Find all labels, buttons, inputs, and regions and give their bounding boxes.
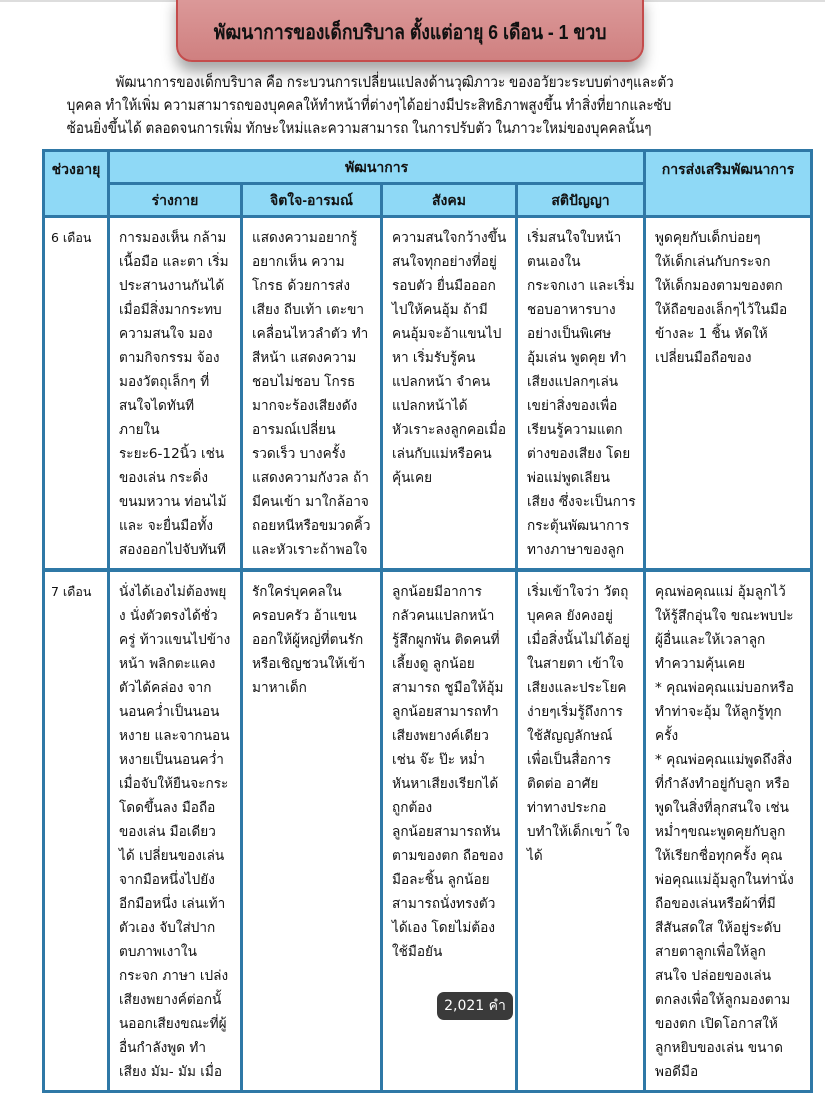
cell-age: 6 เดือน (44, 217, 109, 571)
development-table (42, 149, 813, 1093)
cell-physical: นั่งได้เองไม่ต้องพยุ ง นั่งตัวตรงได้ชั่ว ครู่ ท้าวแขนไปข้าง หน้า พลิกตะแคง ตัวได้คล่อง จาก นอนคว่ำเป็นนอน หงาย และจากนอน หงายเป็นนอนคว่ำ เมื่อจับให้ยืนจะกระ โดดขึ้นลง มือถือ ของเล่น มือเดียว ได้ เปลี่ยนของเล่น จากมือหนึ่งไปยัง อีกมือหนึ่ง เล่นเท้า ตัวเอง จับใส่ปาก ตบภาพเงาใน กระจก ภาษา เปล่ง เสียงพยางค์ต่อกนั้ นออกเสียงขณะที่ผู้ อื่นกำลังพูด ทำ เสียง มัม- มัม เมื่อ (109, 570, 242, 1092)
cell-promotion: คุณพ่อคุณแม่ อุ้มลูกไว้ ให้รู้สึกอุ่นใจ ขณะพบปะ ผู้อื่นและให้เวลาลูก ทำความคุ้นเคย * คุณพ่อคุณแม่บอกหรือ ทำท่าจะอุ้ม ให้ลูกรู้ทุก ครั้ง * คุณพ่อคุณแม่พูดถึงสิ่ง ที่กำลังทำอยู่กับลูก หรือ พูดในสิ่งที่ลุกสนใจ เช่น หม่ำๆขณะพูดคุยกับลูก ให้เรียกชื่อทุกครั้ง คุณ พ่อคุณแม่อุ้มลูกในท่านั่ง ถือของเล่นหรือผ้าที่มี สีสันสดใส ให้อยู่ระดับ สายตาลูกเพื่อให้ลูก สนใจ ปล่อยของเล่น ตกลงเพื่อให้ลูกมองตาม ของตก เปิดโอกาสให้ ลูกหยิบของเล่น ขนาด พอดีมือ (645, 570, 812, 1092)
word-count-badge[interactable]: 2,021 คำ (437, 992, 513, 1020)
header-intellect: สติปัญญา (517, 184, 645, 217)
header-promotion: การส่งเสริมพัฒนาการ (645, 151, 812, 217)
header-physical: ร่างกาย (109, 184, 242, 217)
intro-paragraph (48, 72, 808, 144)
header-social: สังคม (382, 184, 517, 217)
cell-age: 7 เดือน (44, 570, 109, 1092)
cell-social: ลูกน้อยมีอาการ กลัวคนแปลกหน้า รู้สึกผูกพัน ติดคนที่ เลี้ยงดู ลูกน้อย สามารถ ชูมือให้อุ้ม ลูกน้อยสามารถทำ เสียงพยางค์เดียว เช่น จ๊ะ ป๊ะ หม่ำ หันหาเสียงเรียกได้ ถูกต้อง ลูกน้อยสามารถหัน ตามของตก ถือของ มือละชิ้น ลูกน้อย สามารถนั่งทรงตัว ได้เอง โดยไม่ต้อง ใช้มือยัน (382, 570, 517, 1092)
cell-promotion: พูดคุยกับเด็กบ่อยๆ ให้เด็กเล่นกับกระจก ให้เด็กมองตามของตก ให้ถือของเล็กๆไว้ในมือ ข้างละ 1 ชิ้น หัดให้ เปลี่ยนมือถือของ (645, 217, 812, 571)
page-title: พัฒนาการของเด็กบริบาล ตั้งแต่อายุ 6 เดือน - 1 ขวบ (213, 22, 607, 44)
table-row (44, 570, 812, 1092)
header-development: พัฒนาการ (109, 151, 645, 184)
cell-intellect: เริ่มสนใจใบหน้า ตนเองใน กระจกเงา และเริ่ม ชอบอาหารบาง อย่างเป็นพิเศษ อุ้มเล่น พูดคุย ทำ เสียงแปลกๆเล่น เขย่าสิ่งของเพื่อ เรียนรู้ความแตก ต่างของเสียง โดย พ่อแม่พูดเลียน เสียง ซึ่งจะเป็นการ กระตุ้นพัฒนาการ ทางภาษาของลูก (517, 217, 645, 571)
cell-emotional: รักใคร่บุคคลใน ครอบครัว อ้าแขน ออกให้ผู้หญ่ที่ตนรัก หรือเชิญชวนให้เข้า มาหาเด็ก (242, 570, 382, 1092)
cell-social: ความสนใจกว้างขึ้น สนใจทุกอย่างที่อยู่ รอบตัว ยื่นมือออก ไปให้คนอุ้ม ถ้ามี คนอุ้มจะอ้าแขนไป หา เริ่มรับรู้คน แปลกหน้า จำคน แปลกหน้าได้ หัวเราะลงลูกคอเมื่อ เล่นกับแม่หรือคน คุ้นเคย (382, 217, 517, 571)
intro-line: บุคคล ทำให้เพิ่ม ความสามารถของบุคคลให้ทำหน้าที่ต่างๆได้อย่างมีประสิทธิภาพสูงขึ้น ทำสิ่งที่ยากและซับ (48, 97, 672, 114)
intro-line: พัฒนาการของเด็กบริบาล คือ กระบวนการเปลี่ยนแปลงด้านวุฒิภาวะ ของอวัยวะระบบต่างๆและตัว (48, 74, 674, 91)
cell-physical: การมองเห็น กล้าม เนื้อมือ และตา เริ่ม ประสานงานกันได้ เมื่อมีสิ่งมากระทบ ความสนใจ มอง ตามกิจกรรม จ้อง มองวัตถุเล็กๆ ที่ สนใจไดทันที ภายใน ระยะ6-12นิ้ว เช่น ของเล่น กระดิ่ง ขนมหวาน ท่อนไม้ และ จะยื่นมือทั้ง สองออกไปจับทันที (109, 217, 242, 571)
intro-line: ซ้อนยิ่งขึ้นได้ ตลอดจนการเพิ่ม ทักษะใหม่และความสามารถ ในการปรับตัว ในภาวะใหม่ของบุคคลนั้นๆ (48, 120, 652, 137)
cell-intellect: เริ่มเข้าใจว่า วัตถุ บุคคล ยังคงอยู่ เมื่อสิ่งนั้นไม่ได้อยู่ ในสายตา เข้าใจ เสียงและประโยค ง่ายๆเริ่มรู้ถึงการ ใช้สัญญลักษณ์ เพื่อเป็นสื่อการ ติดต่อ อาศัย ท่าทางประกอ บทำให้เด็กเขา้ ใจ ได้ (517, 570, 645, 1092)
header-emotional: จิตใจ-อารมณ์ (242, 184, 382, 217)
table-row (44, 217, 812, 571)
title-banner (176, 0, 644, 62)
cell-emotional: แสดงความอยากรู้ อยากเห็น ความ โกรธ ด้วยการส่ง เสียง ถีบเท้า เตะขา เคลื่อนไหวลำตัว ทำ สีหน้า แสดงความ ชอบไม่ชอบ โกรธ มากจะร้องเสียงดัง อารมณ์เปลี่ยน รวดเร็ว บางครั้ง แสดงความกังวล ถ้า มีคนเข้า มาใกล้อาจ ถอยหนีหรือขมวดคิ้ว และหัวเราะถ้าพอใจ (242, 217, 382, 571)
header-age: ช่วงอายุ (44, 151, 109, 217)
